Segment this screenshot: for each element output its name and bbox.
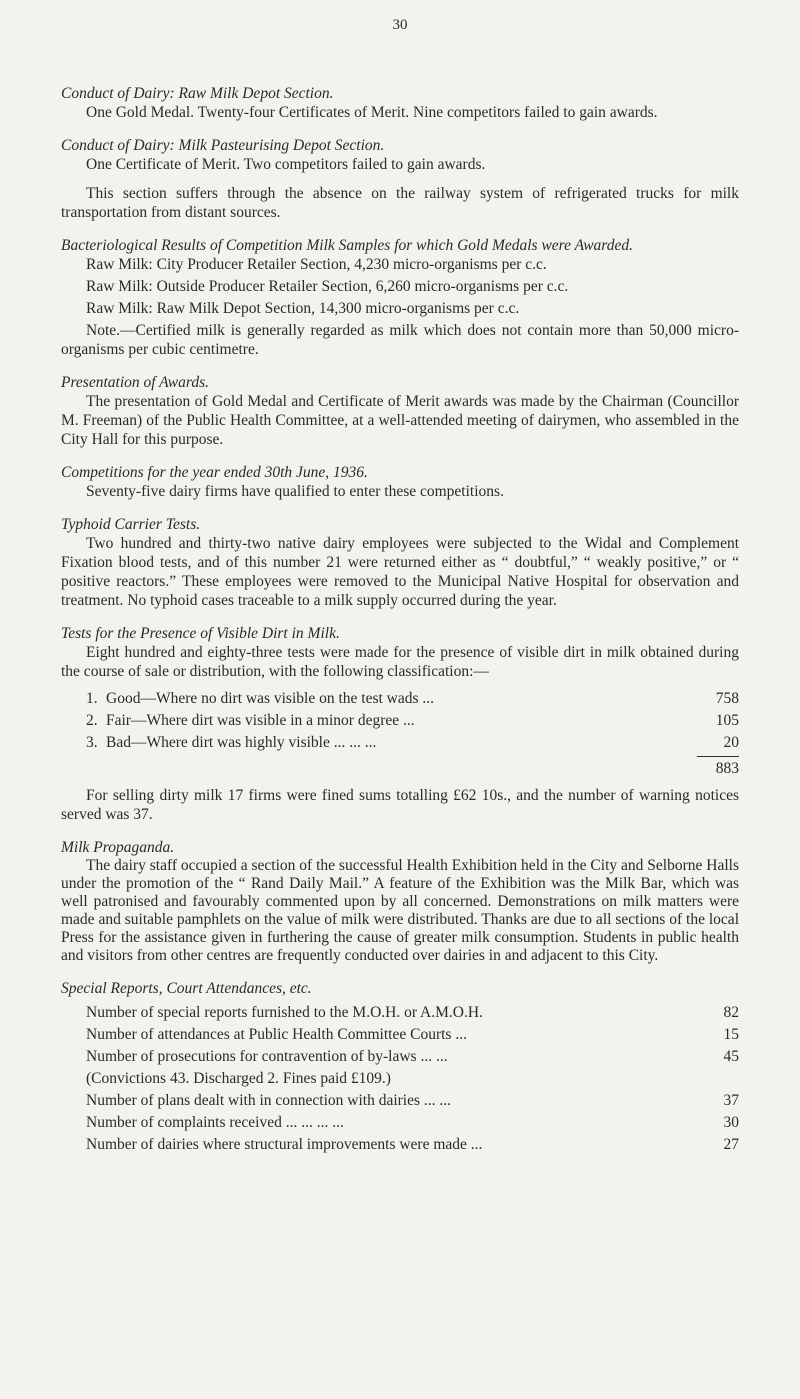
total-rule [697, 756, 739, 757]
section-special-reports [61, 979, 739, 1154]
total-value: 883 [715, 760, 739, 777]
section-heading: Typhoid Carrier Tests. [61, 516, 201, 533]
section-heading: Presentation of Awards. [61, 374, 209, 391]
stat-value: 45 [723, 1048, 739, 1065]
section-visible-dirt-tests [61, 624, 739, 824]
item-label: Bad—Where dirt was highly visible ... ... ... [106, 734, 377, 751]
stat-label: Number of attendances at Public Health Committee Courts ... [86, 1026, 467, 1043]
list-item [61, 689, 739, 708]
item-label: Good—Where no dirt was visible on the test wads ... [106, 690, 435, 707]
paragraph: The dairy staff occupied a section of the successful Health Exhibition held in the City and Selborne Halls under the promotion of the “ Rand Daily Mail.” A feature of the Exhibition was the Milk Bar, which was well patronised and favourably commented upon by all concerned. Demonstrations on milk matters were made and suitable pamphlets on the value of milk were distributed. Thanks are due to all sections of the local Press for the assistance given in furthering the cause of greater milk consumption. Students in public health and visitors from other centres are frequently conducted over dairies in and adjacent to this City. [61, 857, 739, 964]
section-heading: Bacteriological Results of Competition Milk Samples for which Gold Medals were Awarded. [61, 237, 634, 254]
section-pasteurising-depot [61, 136, 739, 222]
stat-subnote: (Convictions 43. Discharged 2. Fines paid £109.) [86, 1070, 391, 1087]
stat-value: 27 [723, 1136, 739, 1153]
paragraph: This section suffers through the absence on the railway system of refrigerated trucks for milk transportation from distant sources. [61, 185, 739, 221]
stat-value: 30 [723, 1114, 739, 1131]
list-item [61, 711, 739, 730]
stat-label: Number of plans dealt with in connection with dairies ... ... [86, 1092, 452, 1109]
list-item [61, 733, 739, 752]
section-competitions [61, 463, 739, 501]
section-heading: Competitions for the year ended 30th June, 1936. [61, 464, 368, 481]
page-number: 30 [392, 17, 408, 33]
section-heading: Milk Propaganda. [61, 839, 175, 856]
paragraph: For selling dirty milk 17 firms were fined sums totalling £62 10s., and the number of warning notices served was 37. [61, 787, 739, 823]
section-typhoid-tests [61, 515, 739, 610]
stat-label: Number of complaints received ... ... ... ... [86, 1114, 344, 1131]
paragraph: Seventy-five dairy firms have qualified to enter these competitions. [86, 483, 504, 500]
result-line: Raw Milk: City Producer Retailer Section, 4,230 micro-organisms per c.c. [86, 256, 547, 273]
item-number: 2. [86, 712, 98, 729]
section-raw-milk-depot [61, 84, 739, 122]
item-label: Fair—Where dirt was visible in a minor degree ... [106, 712, 415, 729]
section-heading: Conduct of Dairy: Raw Milk Depot Section. [61, 85, 334, 102]
stat-row [61, 1025, 739, 1044]
page-content [61, 84, 739, 1168]
stat-label: Number of special reports furnished to the M.O.H. or A.M.O.H. [86, 1004, 483, 1021]
result-line: Raw Milk: Outside Producer Retailer Section, 6,260 micro-organisms per c.c. [86, 278, 569, 295]
stat-row [61, 1003, 739, 1022]
stat-row [61, 1091, 739, 1110]
item-value: 105 [715, 712, 739, 729]
stat-row [61, 1113, 739, 1132]
stat-value: 82 [723, 1004, 739, 1021]
stat-row [61, 1135, 739, 1154]
result-line: Raw Milk: Raw Milk Depot Section, 14,300 micro-organisms per c.c. [86, 300, 520, 317]
paragraph: Two hundred and thirty-two native dairy employees were subjected to the Widal and Complement Fixation blood tests, and of this number 21 were returned either as “ doubtful,” “ weakly positive,” or “ positive reactors.” These employees were removed to the Municipal Native Hospital for observation and treatment. No typhoid cases traceable to a milk supply occurred during the year. [61, 535, 739, 609]
stat-label: Number of prosecutions for contravention of by-laws ... ... [86, 1048, 448, 1065]
paragraph: One Gold Medal. Twenty-four Certificates of Merit. Nine competitors failed to gain awards. [86, 104, 658, 121]
section-milk-propaganda [61, 838, 739, 965]
section-heading: Special Reports, Court Attendances, etc. [61, 980, 312, 997]
paragraph: Eight hundred and eighty-three tests were made for the presence of visible dirt in milk obtained during the course of sale or distribution, with the following classification:— [61, 644, 739, 680]
section-presentation-of-awards [61, 373, 739, 449]
paragraph: One Certificate of Merit. Two competitors failed to gain awards. [86, 156, 486, 173]
section-heading: Conduct of Dairy: Milk Pasteurising Depot Section. [61, 137, 385, 154]
stat-label: Number of dairies where structural improvements were made ... [86, 1136, 483, 1153]
paragraph: The presentation of Gold Medal and Certificate of Merit awards was made by the Chairman (Councillor M. Freeman) of the Public Health Committee, at a well-attended meeting of dairymen, who assembled in the City Hall for this purpose. [61, 393, 739, 448]
stat-value: 37 [723, 1092, 739, 1109]
stat-value: 15 [723, 1026, 739, 1043]
note-paragraph: Note.—Certified milk is generally regarded as milk which does not contain more than 50,000 micro-organisms per cubic centimetre. [61, 322, 739, 358]
item-number: 3. [86, 734, 98, 751]
section-heading: Tests for the Presence of Visible Dirt in Milk. [61, 625, 340, 642]
item-value: 758 [715, 690, 739, 707]
item-number: 1. [86, 690, 98, 707]
stat-row [61, 1047, 739, 1066]
section-bacteriological-results [61, 236, 739, 359]
item-value: 20 [723, 734, 739, 751]
